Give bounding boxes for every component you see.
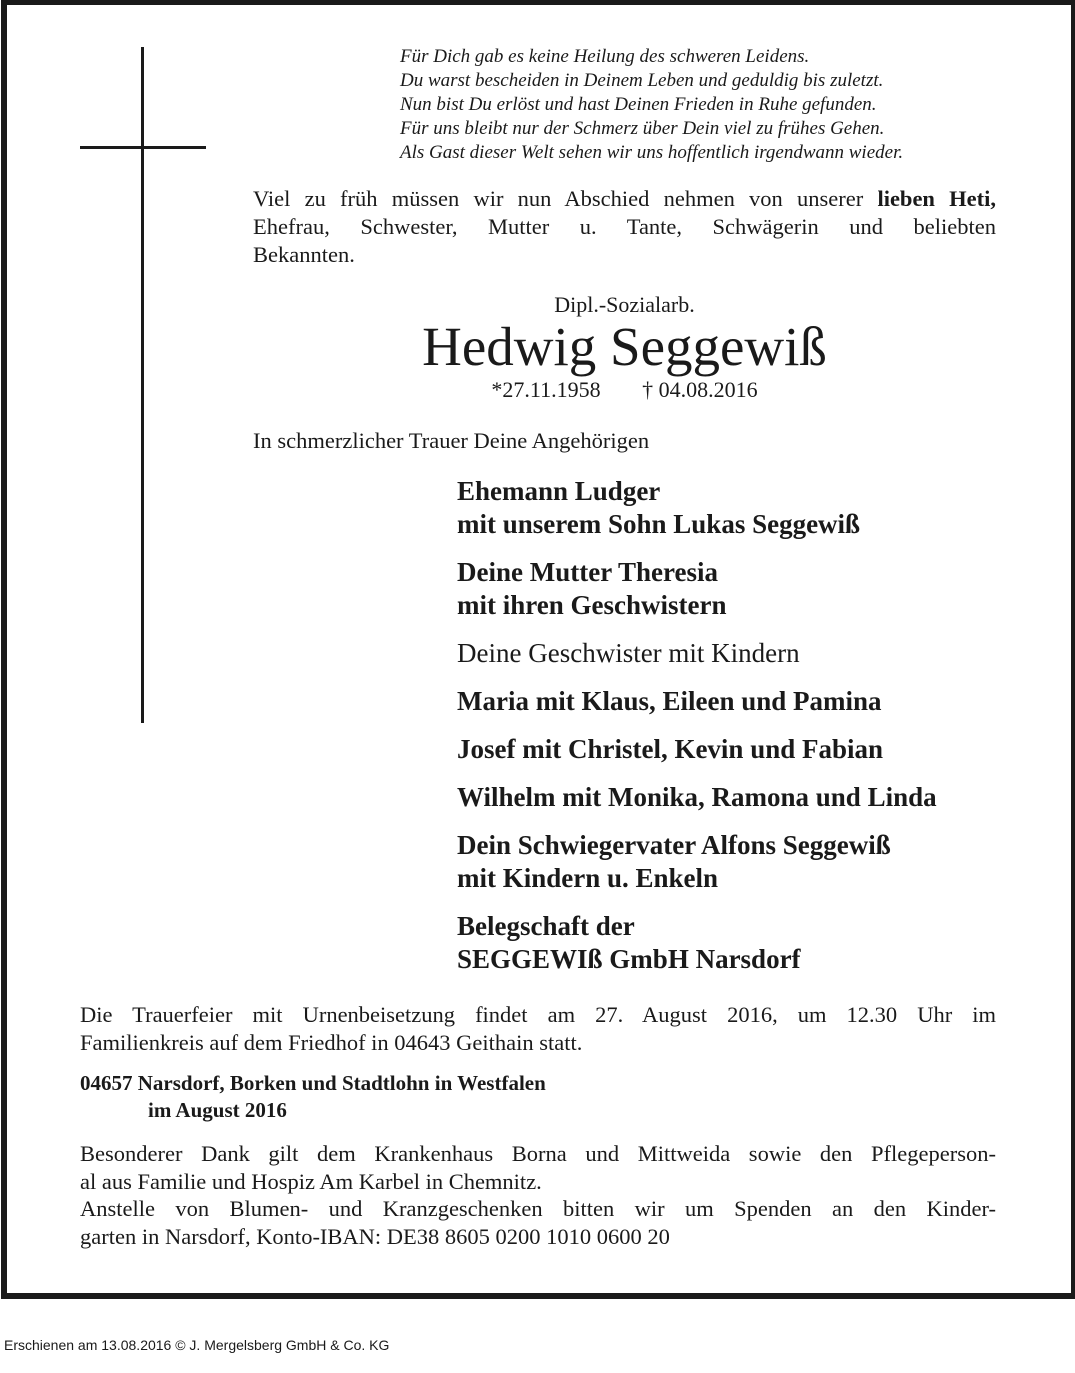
family-entry: Josef mit Christel, Kevin und Fabian bbox=[457, 734, 884, 764]
place-line-1: 04657 Narsdorf, Borken und Stadtlohn in Westfalen bbox=[80, 1071, 546, 1095]
intro-line-1-text: Viel zu früh müssen wir nun Abschied nehmen von unserer bbox=[253, 186, 878, 211]
deceased-block bbox=[253, 292, 996, 404]
ceremony-line-2: Familienkreis auf dem Friedhof in 04643 Geithain statt. bbox=[80, 1030, 583, 1055]
family-entry: Maria mit Klaus, Eileen und Pamina bbox=[457, 686, 882, 716]
death-date: † 04.08.2016 bbox=[642, 377, 758, 402]
intro-line-2: Ehefrau, Schwester, Mutter u. Tante, Schwägerin und beliebten bbox=[253, 214, 996, 239]
thanks-line-2: al aus Familie und Hospiz Am Karbel in Chemnitz. bbox=[80, 1168, 542, 1194]
nickname: lieben Heti, bbox=[877, 186, 997, 211]
place-line-2: im August 2016 bbox=[148, 1098, 287, 1122]
thanks-line-1: Besonderer Dank gilt dem Krankenhaus Borna und Mittweida sowie den Pflegeperson- bbox=[80, 1141, 996, 1166]
birth-date: *27.11.1958 bbox=[491, 377, 601, 402]
family-entry: mit Kindern u. Enkeln bbox=[457, 863, 719, 893]
family-entry: Ehemann Ludger bbox=[457, 476, 661, 506]
thanks-text bbox=[80, 1140, 996, 1250]
poem-line: Nun bist Du erlöst und hast Deinen Frieden in Ruhe gefunden. bbox=[400, 94, 877, 115]
family-entry: Deine Mutter Theresia bbox=[457, 557, 718, 587]
ceremony-text bbox=[80, 1001, 996, 1057]
thanks-line-4: garten in Narsdorf, Konto-IBAN: DE38 8605 0200 1010 0600 20 bbox=[80, 1223, 670, 1249]
publication-footer: Erschienen am 13.08.2016 © J. Mergelsberg GmbH & Co. KG bbox=[4, 1337, 390, 1353]
poem bbox=[400, 45, 1020, 165]
family-entry: mit unserem Sohn Lukas Seggewiß bbox=[457, 509, 861, 539]
thanks-line-3: Anstelle von Blumen- und Kranzgeschenken bitten wir um Spenden an den Kinder- bbox=[80, 1196, 996, 1221]
family-entry: Belegschaft der bbox=[457, 911, 635, 941]
intro-line-3: Bekannten. bbox=[253, 242, 355, 267]
deceased-name: Hedwig Seggewiß bbox=[422, 316, 827, 377]
family-entry: SEGGEWIß GmbH Narsdorf bbox=[457, 944, 801, 974]
ceremony-line-1: Die Trauerfeier mit Urnenbeisetzung findet am 27. August 2016, um 12.30 Uhr im bbox=[80, 1002, 996, 1027]
life-dates bbox=[253, 376, 996, 404]
academic-title: Dipl.-Sozialarb. bbox=[554, 292, 695, 317]
poem-line: Du warst bescheiden in Deinem Leben und geduldig bis zuletzt. bbox=[400, 70, 884, 91]
intro-text bbox=[253, 185, 996, 269]
family-entry: Wilhelm mit Monika, Ramona und Linda bbox=[457, 782, 937, 812]
cross-icon-horizontal bbox=[80, 146, 206, 149]
family-entry: Deine Geschwister mit Kindern bbox=[457, 638, 800, 668]
place-date bbox=[80, 1070, 546, 1124]
grief-line: In schmerzlicher Trauer Deine Angehörigen bbox=[253, 428, 650, 453]
family-entry: Dein Schwiegervater Alfons Seggewiß bbox=[457, 830, 891, 860]
intro-line-1 bbox=[253, 185, 996, 213]
family-list bbox=[457, 475, 1037, 976]
poem-line: Als Gast dieser Welt sehen wir uns hoffentlich irgendwann wieder. bbox=[400, 142, 904, 163]
poem-line: Für Dich gab es keine Heilung des schweren Leidens. bbox=[400, 46, 810, 67]
poem-line: Für uns bleibt nur der Schmerz über Dein viel zu frühes Gehen. bbox=[400, 118, 885, 139]
family-entry: mit ihren Geschwistern bbox=[457, 590, 727, 620]
